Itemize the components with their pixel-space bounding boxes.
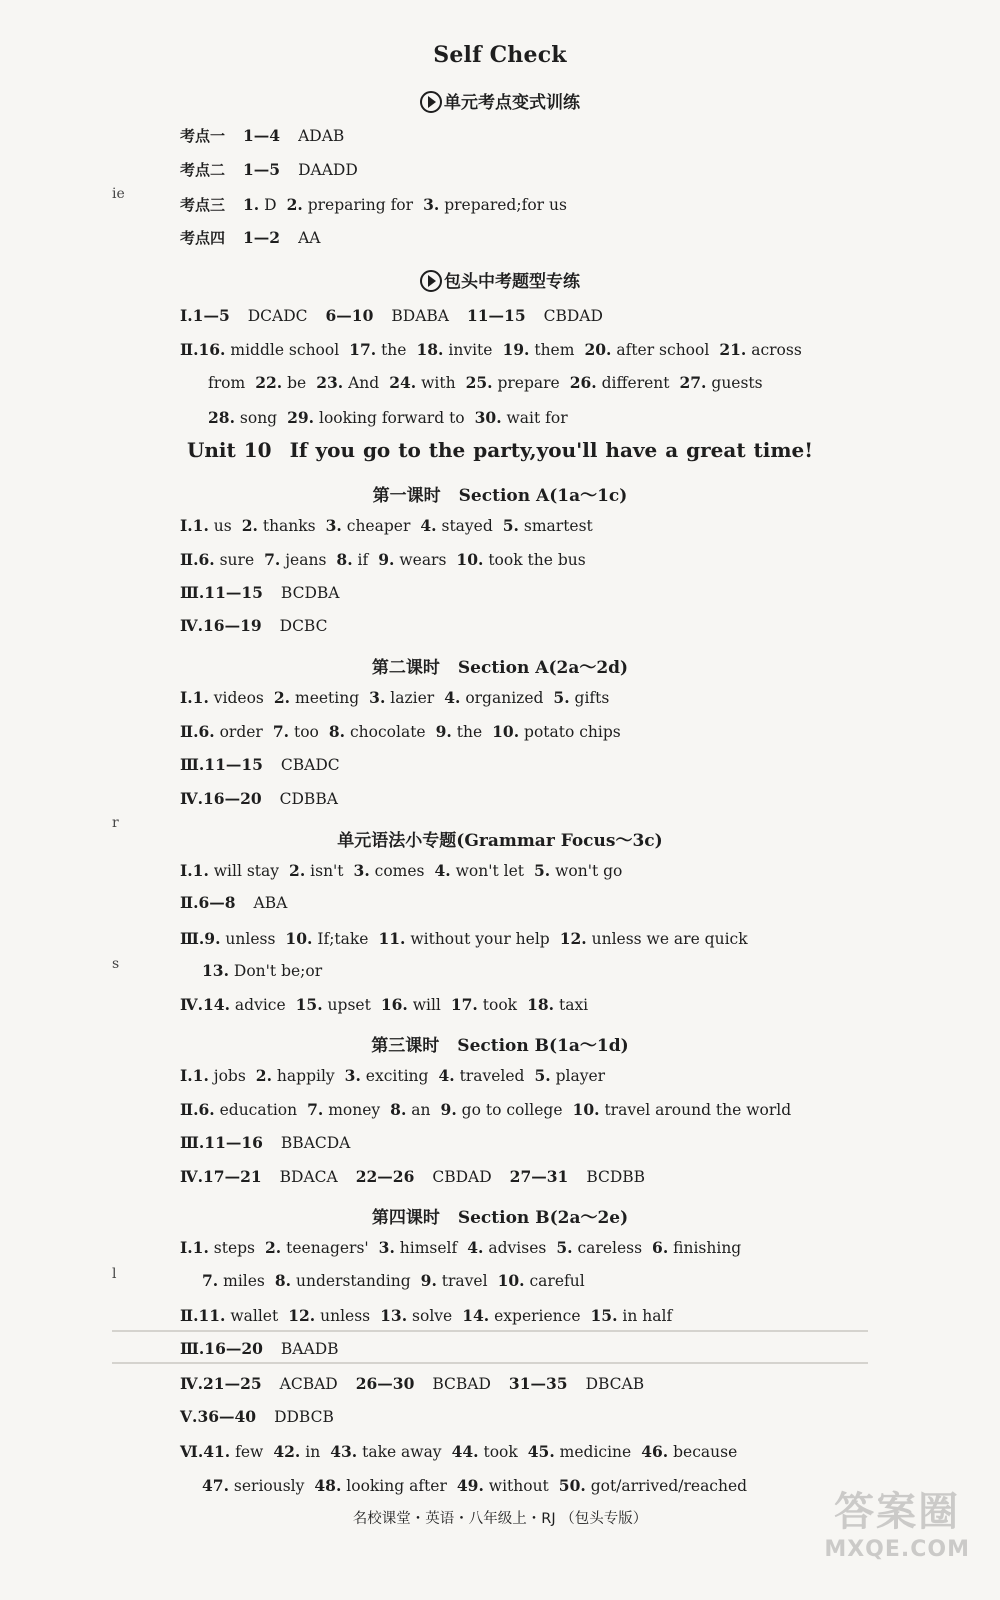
lesson2-header: 第二课时 Section A(2a～2d)	[371, 658, 629, 678]
edge-mark: ie	[112, 186, 125, 202]
grammar-line-2: Ⅱ.6—8 ABA	[180, 893, 288, 912]
lesson4-header: 第四课时 Section B(2a～2e)	[371, 1208, 629, 1228]
section-header-baotou-drill: 包头中考题型专练	[0, 267, 1000, 292]
lesson4-line-4: Ⅲ.16—20 BAADB	[180, 1339, 339, 1358]
lesson4-line-3: Ⅱ.11. wallet 12. unless 13. solve 14. experience 15. in half	[180, 1306, 673, 1325]
lesson4-line-6: Ⅴ.36—40 DDBCB	[180, 1407, 334, 1426]
lesson3-line-1: Ⅰ.1. jobs 2. happily 3. exciting 4. traveled 5. player	[180, 1066, 606, 1085]
lesson1-line-4: Ⅳ.16—19 DCBC	[180, 616, 328, 635]
unit-title: Unit 10 If you go to the party,you'll have a great time!	[186, 438, 814, 462]
lesson1-line-3: Ⅲ.11—15 BCDBA	[180, 583, 340, 602]
baotou-line-3: from 22. be 23. And 24. with 25. prepare 26. different 27. guests	[208, 373, 763, 392]
edge-mark: r	[112, 815, 119, 831]
page-title: Self Check	[433, 42, 567, 68]
lesson2-line-2: Ⅱ.6. order 7. too 8. chocolate 9. the 10. potato chips	[180, 722, 621, 741]
page-footer: 名校课堂・英语・八年级上・RJ （包头专版）	[352, 1511, 648, 1527]
lesson1-line-1: Ⅰ.1. us 2. thanks 3. cheaper 4. stayed 5. smartest	[180, 516, 593, 535]
lesson4-line-7: Ⅵ.41. few 42. in 43. take away 44. took 45. medicine 46. because	[180, 1442, 738, 1461]
lesson4-line-2: 7. miles 8. understanding 9. travel 10. careful	[202, 1271, 585, 1290]
lesson2-line-1: Ⅰ.1. videos 2. meeting 3. lazier 4. organized 5. gifts	[180, 688, 610, 707]
grammar-line-3: Ⅲ.9. unless 10. If;take 11. without your help 12. unless we are quick	[180, 929, 748, 948]
baotou-line-2: Ⅱ.16. middle school 17. the 18. invite 19. them 20. after school 21. across	[180, 340, 802, 359]
scan-fold-line	[112, 1362, 868, 1364]
edge-mark: s	[112, 956, 120, 972]
scan-fold-line	[112, 1330, 868, 1332]
baotou-line-1: Ⅰ.1—5 DCADC 6—10 BDABA 11—15 CBDAD	[180, 306, 603, 325]
edge-mark: l	[112, 1266, 117, 1282]
grammar-header: 单元语法小专题(Grammar Focus～3c)	[337, 831, 663, 851]
lesson3-line-2: Ⅱ.6. education 7. money 8. an 9. go to college 10. travel around the world	[180, 1100, 792, 1119]
grammar-line-1: Ⅰ.1. will stay 2. isn't 3. comes 4. won't let 5. won't go	[180, 861, 623, 880]
section-header-unit-drill: 单元考点变式训练	[0, 88, 1000, 113]
lesson3-line-4: Ⅳ.17—21 BDACA 22—26 CBDAD 27—31 BCDBB	[180, 1167, 646, 1186]
lesson2-line-4: Ⅳ.16—20 CDBBA	[180, 789, 338, 808]
arrow-circle-icon	[420, 270, 442, 292]
grammar-line-5: Ⅳ.14. advice 15. upset 16. will 17. took 18. taxi	[180, 995, 589, 1014]
grammar-line-4: 13. Don't be;or	[202, 961, 323, 980]
baotou-line-4: 28. song 29. looking forward to 30. wait for	[208, 408, 568, 427]
lesson4-line-1: Ⅰ.1. steps 2. teenagers' 3. himself 4. advises 5. careless 6. finishing	[180, 1238, 742, 1257]
lesson1-header: 第一课时 Section A(1a～1c)	[372, 486, 628, 506]
lesson4-line-5: Ⅳ.21—25 ACBAD 26—30 BCBAD 31—35 DBCAB	[180, 1374, 645, 1393]
watermark-logo: 答案圈 MXQE.COM	[824, 1489, 970, 1562]
lesson1-line-2: Ⅱ.6. sure 7. jeans 8. if 9. wears 10. took the bus	[180, 550, 586, 569]
kaodian-line-4: 考点四 1—2 AA	[180, 228, 321, 247]
lesson2-line-3: Ⅲ.11—15 CBADC	[180, 755, 340, 774]
lesson3-line-3: Ⅲ.11—16 BBACDA	[180, 1133, 351, 1152]
lesson3-header: 第三课时 Section B(1a～1d)	[371, 1036, 629, 1056]
lesson4-line-8: 47. seriously 48. looking after 49. without 50. got/arrived/reached	[202, 1476, 748, 1495]
kaodian-line-2: 考点二 1—5 DAADD	[180, 160, 358, 179]
kaodian-line-1: 考点一 1—4 ADAB	[180, 126, 345, 145]
kaodian-line-3: 考点三 1. D 2. preparing for 3. prepared;for us	[180, 195, 567, 214]
arrow-circle-icon	[420, 91, 442, 113]
